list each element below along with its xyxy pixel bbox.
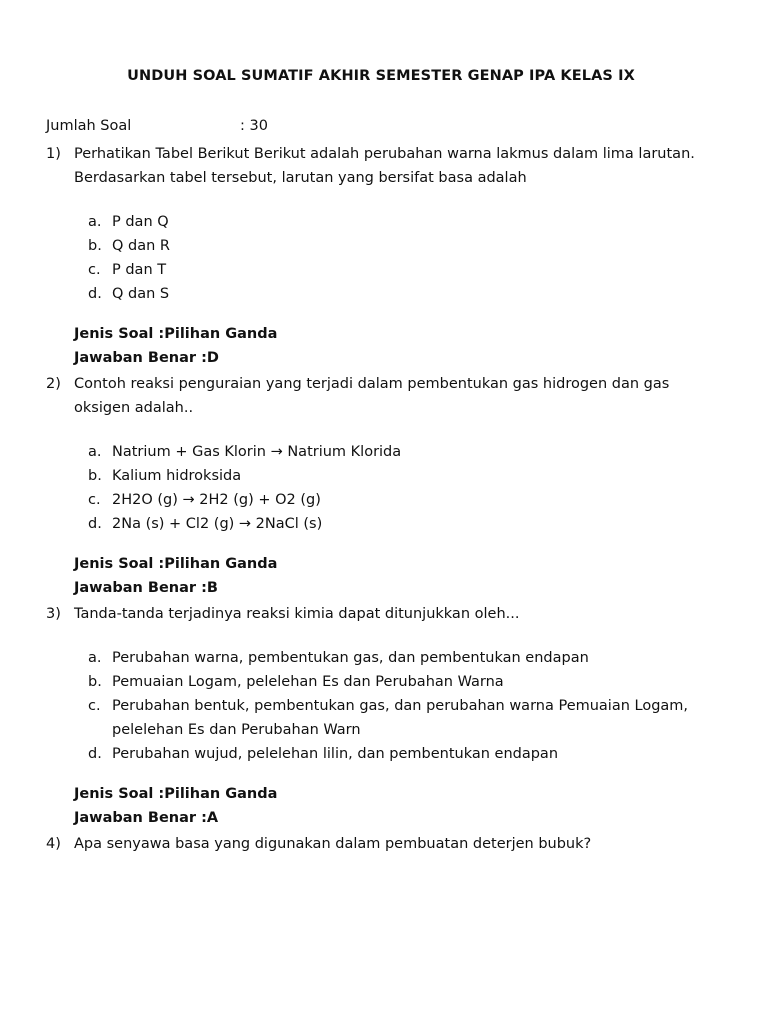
option-text: Kalium hidroksida [112,468,242,484]
question-type [74,552,726,576]
correct-answer [74,576,726,600]
option-letter: a. [88,444,102,460]
question-number: 2) [46,376,61,392]
question-text: Apa senyawa basa yang digunakan dalam pembuatan deterjen bubuk? [74,836,592,852]
option-letter: c. [88,492,101,508]
option-letter: d. [88,516,102,532]
question-meta [74,782,726,830]
document-title: UNDUH SOAL SUMATIF AKHIR SEMESTER GENAP IPA KELAS IX [127,68,635,84]
option-b [88,234,726,258]
correct-answer [74,346,726,370]
option-c [88,258,726,282]
question-count-row [46,116,268,136]
option-b [88,464,726,488]
question-count-value: : 30 [240,118,268,134]
question-2 [46,372,726,600]
question-text: Tanda-tanda terjadinya reaksi kimia dapat ditunjukkan oleh... [74,606,520,622]
option-c [88,488,726,512]
correct-answer-value: B [206,580,218,596]
option-d [88,742,726,766]
option-text: Perubahan bentuk, pembentukan gas, dan perubahan warna Pemuaian Logam, pelelehan Es dan Perubahan Warn [112,698,689,738]
option-text: P dan Q [112,214,169,230]
option-d [88,282,726,306]
option-list [46,440,726,536]
question-type-label: Jenis Soal : [74,556,165,572]
correct-answer-label: Jawaban Benar : [74,350,207,366]
question-type-value: Pilihan Ganda [164,786,278,802]
option-letter: d. [88,746,102,762]
option-a [88,646,726,670]
question-meta [74,322,726,370]
question-1 [46,142,726,370]
option-letter: b. [88,674,102,690]
option-letter: c. [88,262,101,278]
correct-answer-label: Jawaban Benar : [74,580,207,596]
question-meta [74,552,726,600]
question-type-label: Jenis Soal : [74,786,165,802]
option-d [88,512,726,536]
question-type [74,322,726,346]
question-number: 3) [46,606,61,622]
question-type-value: Pilihan Ganda [164,556,278,572]
question-text: Contoh reaksi penguraian yang terjadi dalam pembentukan gas hidrogen dan gas oksigen adalah.. [74,376,670,416]
option-list [46,210,726,306]
option-a [88,210,726,234]
option-letter: a. [88,650,102,666]
correct-answer [74,806,726,830]
option-text: Pemuaian Logam, pelelehan Es dan Perubahan Warna [112,674,504,690]
correct-answer-value: D [206,350,219,366]
option-letter: c. [88,698,101,714]
option-text: Natrium + Gas Klorin → Natrium Klorida [112,444,402,460]
question-count-label: Jumlah Soal [46,118,132,134]
question-number: 1) [46,146,61,162]
option-a [88,440,726,464]
question-type [74,782,726,806]
correct-answer-label: Jawaban Benar : [74,810,207,826]
option-letter: b. [88,238,102,254]
question-type-value: Pilihan Ganda [164,326,278,342]
question-4 [46,832,726,856]
option-text: Q dan R [112,238,170,254]
option-text: Perubahan wujud, pelelehan lilin, dan pembentukan endapan [112,746,559,762]
option-list [46,646,726,766]
option-text: 2H2O (g) → 2H2 (g) + O2 (g) [112,492,321,508]
option-letter: d. [88,286,102,302]
option-text: 2Na (s) + Cl2 (g) → 2NaCl (s) [112,516,323,532]
option-c [88,694,726,742]
question-text: Perhatikan Tabel Berikut Berikut adalah perubahan warna lakmus dalam lima larutan. Berdasarkan tabel tersebut, larutan yang bersifat basa adalah [74,146,695,186]
option-text: Perubahan warna, pembentukan gas, dan pembentukan endapan [112,650,589,666]
question-number: 4) [46,836,61,852]
option-text: P dan T [112,262,167,278]
question-type-label: Jenis Soal : [74,326,165,342]
option-b [88,670,726,694]
option-letter: a. [88,214,102,230]
option-text: Q dan S [112,286,170,302]
option-letter: b. [88,468,102,484]
question-3 [46,602,726,830]
correct-answer-value: A [206,810,219,826]
